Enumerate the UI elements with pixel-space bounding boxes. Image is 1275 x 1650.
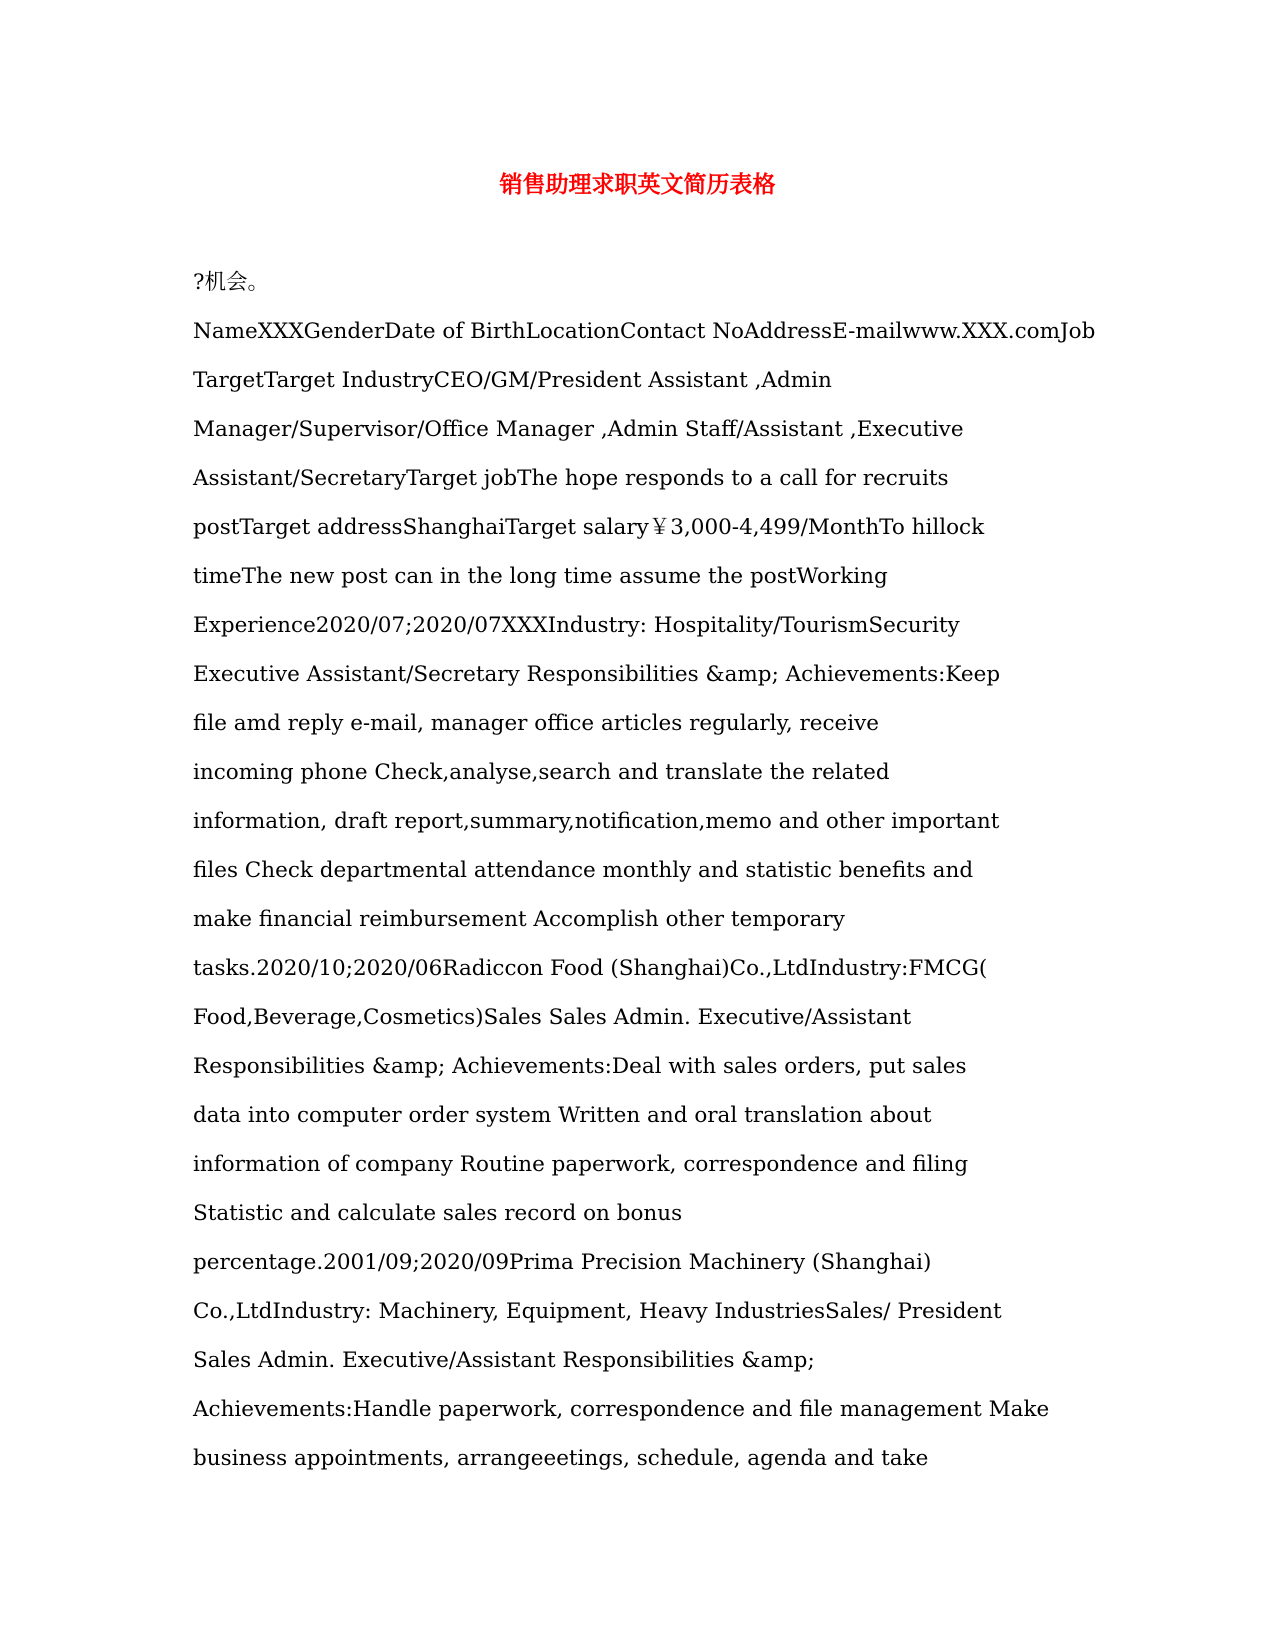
body-line: make financial reimbursement Accomplish other temporary <box>193 907 845 932</box>
body-line: data into computer order system Written and oral translation about <box>193 1103 932 1128</box>
body-line: Co.,LtdIndustry: Machinery, Equipment, Heavy IndustriesSales/ President <box>193 1299 1002 1324</box>
body-line: Executive Assistant/Secretary Responsibilities &amp; Achievements:Keep <box>193 662 1001 687</box>
body-line: timeThe new post can in the long time assume the postWorking <box>193 564 888 589</box>
document-title: 销售助理求职英文简历表格 <box>499 171 776 198</box>
body-line: Food,Beverage,Cosmetics)Sales Sales Admin. Executive/Assistant <box>193 1005 912 1030</box>
body-line: business appointments, arrangeeetings, schedule, agenda and take <box>193 1446 929 1471</box>
body-line: TargetTarget IndustryCEO/GM/President Assistant ,Admin <box>193 368 832 393</box>
body-line: files Check departmental attendance monthly and statistic benefits and <box>193 858 974 883</box>
body-line: NameXXXGenderDate of BirthLocationContact NoAddressE-mailwww.XXX.comJob <box>193 319 1096 344</box>
body-line: Achievements:Handle paperwork, correspondence and file management Make <box>193 1397 1050 1422</box>
body-line: tasks.2020/10;2020/06Radiccon Food (Shanghai)Co.,LtdIndustry:FMCG( <box>193 956 988 981</box>
body-line: Experience2020/07;2020/07XXXIndustry: Hospitality/TourismSecurity <box>193 613 960 638</box>
body-line: postTarget addressShanghaiTarget salary￥3,000-4,499/MonthTo hillock <box>193 515 985 540</box>
body-line: Responsibilities &amp; Achievements:Deal with sales orders, put sales <box>193 1054 967 1079</box>
body-line: Assistant/SecretaryTarget jobThe hope responds to a call for recruits <box>193 466 949 491</box>
body-line: information of company Routine paperwork, correspondence and filing <box>193 1152 969 1177</box>
body-line: ?机会。 <box>193 270 270 295</box>
body-line: Statistic and calculate sales record on bonus <box>193 1201 683 1226</box>
body-line: information, draft report,summary,notification,memo and other important <box>193 809 1000 834</box>
body-line: incoming phone Check,analyse,search and translate the related <box>193 760 890 785</box>
document-body <box>193 268 1096 1493</box>
body-line: file amd reply e-mail, manager office articles regularly, receive <box>193 711 880 736</box>
body-line: percentage.2001/09;2020/09Prima Precision Machinery (Shanghai) <box>193 1250 932 1275</box>
body-line: Manager/Supervisor/Office Manager ,Admin Staff/Assistant ,Executive <box>193 417 964 442</box>
body-line: Sales Admin. Executive/Assistant Responsibilities &amp; <box>193 1348 815 1373</box>
